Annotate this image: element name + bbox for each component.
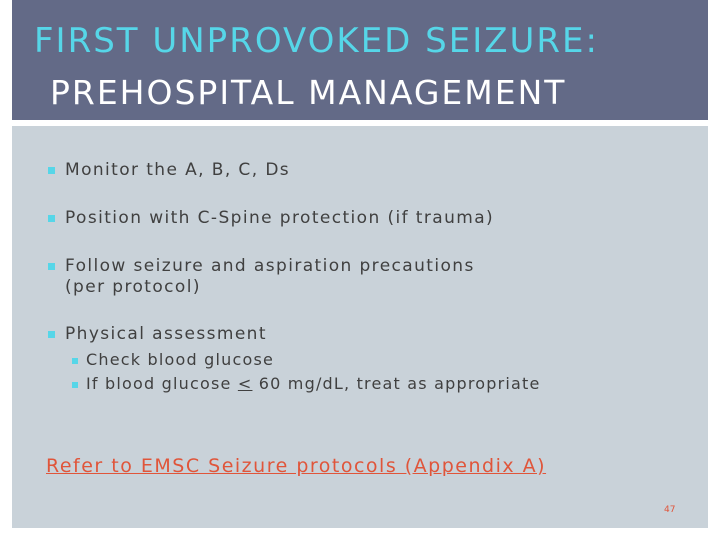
bullet-item — [48, 208, 494, 229]
square-bullet-icon — [72, 358, 78, 364]
bullet-text: Physical assessment — [65, 324, 267, 344]
square-bullet-icon — [48, 215, 55, 222]
sub-bullet-item — [72, 374, 541, 394]
less-than-or-equal-symbol: < — [237, 374, 253, 393]
bullet-text-line-1: Follow seizure and aspiration precautions — [65, 256, 475, 276]
bullet-item — [48, 324, 267, 345]
title-line-2: PREHOSPITAL MANAGEMENT — [50, 73, 567, 112]
bullet-item — [48, 256, 475, 298]
title-line-1: FIRST UNPROVOKED SEIZURE: — [34, 21, 599, 61]
page-number: 47 — [664, 505, 676, 515]
sub-bullet-suffix: 60 mg/dL, treat as appropriate — [252, 374, 541, 393]
square-bullet-icon — [72, 382, 78, 388]
square-bullet-icon — [48, 331, 55, 338]
emsc-protocols-link[interactable]: Refer to EMSC Seizure protocols (Appendix A) — [46, 455, 547, 477]
bullet-text: Monitor the A, B, C, Ds — [65, 160, 291, 180]
title-band — [12, 0, 708, 120]
sub-bullet-text — [86, 374, 541, 394]
square-bullet-icon — [48, 263, 55, 270]
bullet-text: Position with C-Spine protection (if trauma) — [65, 208, 495, 228]
sub-bullet-prefix: If blood glucose — [86, 374, 238, 393]
sub-bullet-item — [72, 350, 274, 370]
bullet-item — [48, 160, 290, 181]
sub-bullet-text: Check blood glucose — [86, 350, 275, 369]
bullet-text-line-2: (per protocol) — [65, 277, 201, 297]
square-bullet-icon — [48, 167, 55, 174]
